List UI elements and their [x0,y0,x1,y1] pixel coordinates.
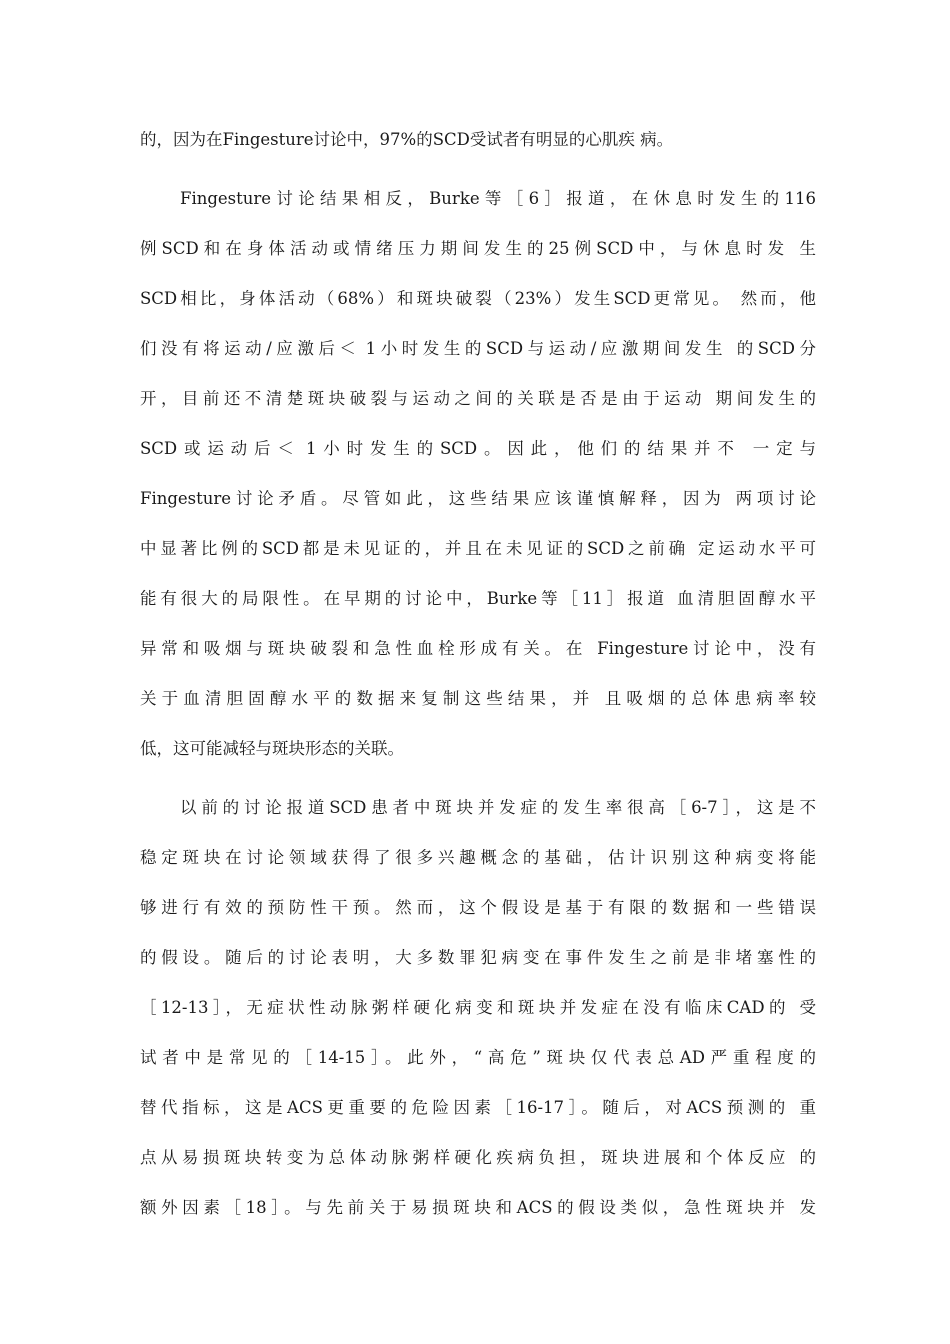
paragraph-2-line-8: 中显著比例的SCD都是未见证的，并且在未见证的SCD之前确 定运动水平可 [140,539,816,558]
paragraph-2-line-9: 能有很大的局限性。在早期的讨论中，Burke等［11］报道 血清胆固醇水平 [140,589,816,608]
paragraph-3-line-3: 够进行有效的预防性干预。然而，这个假设是基于有限的数据和一些错误 [140,898,816,917]
paragraph-2-line-5: 开，目前还不清楚斑块破裂与运动之间的关联是否是由于运动 期间发生的 [140,389,816,408]
paragraph-2-line-2: 例SCD和在身体活动或情绪压力期间发生的25例SCD中，与休息时发 生 [140,239,816,258]
paragraph-3-line-5: ［12-13］，无症状性动脉粥样硬化病变和斑块并发症在没有临床CAD的 受 [140,998,816,1017]
paragraph-2-line-1: Fingesture讨论结果相反，Burke等［6］报道，在休息时发生的116 [180,189,816,208]
paragraph-3-line-8: 点从易损斑块转变为总体动脉粥样硬化疾病负担，斑块进展和个体反应 的 [140,1148,816,1167]
paragraph-3-line-4: 的假设。随后的讨论表明，大多数罪犯病变在事件发生之前是非堵塞性的 [140,948,816,967]
paragraph-2-line-3: SCD相比，身体活动（68%）和斑块破裂（23%）发生SCD更常见。 然而，他 [140,289,816,308]
paragraph-3-line-2: 稳定斑块在讨论领域获得了很多兴趣概念的基础，估计识别这种病变将能 [140,848,816,867]
paragraph-3-line-7: 替代指标，这是ACS更重要的危险因素［16-17］。随后，对ACS预测的 重 [140,1098,816,1117]
paragraph-2-line-10: 异常和吸烟与斑块破裂和急性血栓形成有关。在 Fingesture讨论中，没有 [140,639,816,658]
paragraph-3-line-9: 额外因素［18］。与先前关于易损斑块和ACS的假设类似，急性斑块并 发 [140,1198,816,1217]
paragraph-2-line-7: Fingesture讨论矛盾。尽管如此，这些结果应该谨慎解释，因为 两项讨论 [140,489,816,508]
paragraph-3-line-6: 试者中是常见的［14-15］。此外，“高危”斑块仅代表总AD严重程度的 [140,1048,816,1067]
paragraph-3-line-1: 以前的讨论报道SCD患者中斑块并发症的发生率很高［6-7］，这是不 [180,798,816,817]
paragraph-2-line-6: SCD或运动后＜ 1小时发生的SCD。因此，他们的结果并不 一定与 [140,439,816,458]
paragraph-2-line-11: 关于血清胆固醇水平的数据来复制这些结果，并 且吸烟的总体患病率较 [140,689,816,708]
paragraph-1-line-1: 的，因为在Fingesture讨论中，97%的SCD受试者有明显的心肌疾 病。 [140,130,674,149]
paragraph-2-line-4: 们没有将运动/应激后＜ 1小时发生的SCD与运动/应激期间发生 的SCD分 [140,339,816,358]
paragraph-2-line-12: 低，这可能减轻与斑块形态的关联。 [140,739,404,758]
